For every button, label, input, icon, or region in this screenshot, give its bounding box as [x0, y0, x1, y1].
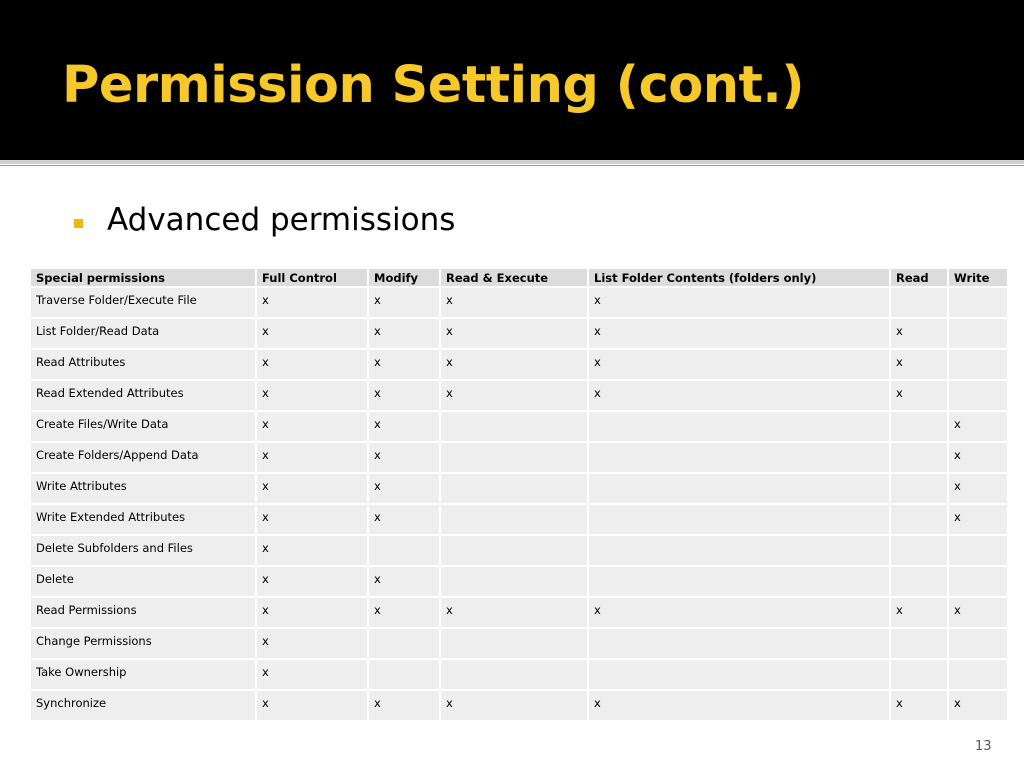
permission-mark-cell — [949, 288, 1007, 317]
permission-mark-cell — [949, 536, 1007, 565]
permission-mark-cell — [589, 443, 889, 472]
title-divider — [0, 160, 1024, 164]
permission-mark-cell: x — [369, 505, 439, 534]
permission-mark-cell: x — [257, 443, 367, 472]
column-header: List Folder Contents (folders only) — [589, 269, 889, 286]
permission-mark-cell — [441, 443, 587, 472]
permission-mark-cell: x — [949, 474, 1007, 503]
permission-name-cell: Take Ownership — [31, 660, 255, 689]
permission-mark-cell: x — [441, 350, 587, 379]
permission-mark-cell — [949, 660, 1007, 689]
table-row — [31, 350, 1007, 379]
permission-mark-cell — [891, 536, 947, 565]
permission-mark-cell: x — [257, 319, 367, 348]
column-header: Modify — [369, 269, 439, 286]
permission-mark-cell: x — [441, 288, 587, 317]
permission-mark-cell — [589, 474, 889, 503]
permission-mark-cell: x — [891, 598, 947, 627]
permission-mark-cell: x — [949, 443, 1007, 472]
permission-mark-cell: x — [441, 319, 587, 348]
permission-name-cell: Traverse Folder/Execute File — [31, 288, 255, 317]
permission-mark-cell — [891, 412, 947, 441]
permission-name-cell: Write Extended Attributes — [31, 505, 255, 534]
permission-mark-cell — [369, 660, 439, 689]
permission-mark-cell — [369, 536, 439, 565]
table-row — [31, 660, 1007, 689]
permission-mark-cell: x — [369, 598, 439, 627]
table-row — [31, 536, 1007, 565]
permission-mark-cell — [441, 474, 587, 503]
bullet-text: Advanced permissions — [107, 202, 456, 238]
permission-mark-cell: x — [441, 381, 587, 410]
table-row — [31, 288, 1007, 317]
permission-mark-cell — [891, 567, 947, 596]
permission-mark-cell: x — [257, 629, 367, 658]
permission-mark-cell: x — [589, 288, 889, 317]
permission-mark-cell — [589, 660, 889, 689]
permission-name-cell: Read Attributes — [31, 350, 255, 379]
permission-mark-cell: x — [589, 598, 889, 627]
permission-mark-cell: x — [257, 567, 367, 596]
permission-mark-cell — [949, 567, 1007, 596]
permission-mark-cell: x — [891, 350, 947, 379]
permission-name-cell: Change Permissions — [31, 629, 255, 658]
title-bar — [0, 0, 1024, 160]
permission-mark-cell — [369, 629, 439, 658]
permission-mark-cell: x — [257, 660, 367, 689]
permission-mark-cell — [441, 505, 587, 534]
permission-mark-cell: x — [589, 319, 889, 348]
permission-mark-cell — [441, 567, 587, 596]
permission-mark-cell — [589, 505, 889, 534]
permission-mark-cell: x — [257, 381, 367, 410]
permission-mark-cell: x — [257, 350, 367, 379]
permission-name-cell: Read Permissions — [31, 598, 255, 627]
permission-mark-cell: x — [369, 288, 439, 317]
permission-name-cell: Create Files/Write Data — [31, 412, 255, 441]
table-header-row — [31, 269, 1007, 286]
permission-name-cell: Delete — [31, 567, 255, 596]
permission-mark-cell — [589, 567, 889, 596]
table-row — [31, 629, 1007, 658]
permission-mark-cell: x — [369, 381, 439, 410]
permission-mark-cell: x — [257, 505, 367, 534]
permission-mark-cell: x — [257, 691, 367, 720]
table-body — [31, 288, 1007, 720]
table-row — [31, 443, 1007, 472]
table-row — [31, 381, 1007, 410]
permission-name-cell: Write Attributes — [31, 474, 255, 503]
table-row — [31, 691, 1007, 720]
permission-name-cell: Synchronize — [31, 691, 255, 720]
permission-mark-cell: x — [949, 505, 1007, 534]
permission-mark-cell — [891, 288, 947, 317]
permission-mark-cell: x — [369, 474, 439, 503]
permission-mark-cell: x — [891, 319, 947, 348]
permission-mark-cell — [949, 381, 1007, 410]
permission-mark-cell: x — [257, 598, 367, 627]
permission-mark-cell: x — [257, 288, 367, 317]
permission-mark-cell — [441, 536, 587, 565]
permission-mark-cell: x — [369, 691, 439, 720]
permission-mark-cell — [589, 629, 889, 658]
title-divider-line — [0, 165, 1024, 166]
permission-mark-cell — [891, 443, 947, 472]
permission-mark-cell: x — [589, 691, 889, 720]
permission-mark-cell: x — [369, 412, 439, 441]
table-row — [31, 412, 1007, 441]
column-header: Read — [891, 269, 947, 286]
permission-mark-cell: x — [949, 412, 1007, 441]
table-row — [31, 505, 1007, 534]
permission-name-cell: Read Extended Attributes — [31, 381, 255, 410]
permission-mark-cell: x — [369, 443, 439, 472]
permission-mark-cell — [891, 505, 947, 534]
column-header: Full Control — [257, 269, 367, 286]
permission-mark-cell: x — [891, 691, 947, 720]
page-number: 13 — [975, 739, 992, 754]
permission-mark-cell: x — [589, 350, 889, 379]
permission-mark-cell — [441, 412, 587, 441]
slide-title: Permission Setting (cont.) — [62, 56, 805, 115]
permission-mark-cell — [441, 629, 587, 658]
permission-mark-cell — [891, 629, 947, 658]
table-row — [31, 319, 1007, 348]
permission-name-cell: List Folder/Read Data — [31, 319, 255, 348]
permission-mark-cell: x — [589, 381, 889, 410]
table-row — [31, 474, 1007, 503]
permission-mark-cell — [589, 536, 889, 565]
permission-mark-cell: x — [369, 350, 439, 379]
permission-mark-cell — [949, 350, 1007, 379]
column-header: Write — [949, 269, 1007, 286]
bullet-square-icon — [74, 219, 83, 228]
permission-mark-cell — [949, 629, 1007, 658]
permission-name-cell: Create Folders/Append Data — [31, 443, 255, 472]
permission-mark-cell: x — [949, 598, 1007, 627]
permission-mark-cell: x — [891, 381, 947, 410]
column-header: Read & Execute — [441, 269, 587, 286]
permission-mark-cell: x — [441, 598, 587, 627]
permission-mark-cell: x — [257, 536, 367, 565]
permission-name-cell: Delete Subfolders and Files — [31, 536, 255, 565]
permission-mark-cell — [891, 660, 947, 689]
table-row — [31, 567, 1007, 596]
permission-mark-cell: x — [949, 691, 1007, 720]
permission-mark-cell — [949, 319, 1007, 348]
permission-mark-cell: x — [441, 691, 587, 720]
permission-mark-cell: x — [257, 412, 367, 441]
permission-mark-cell: x — [369, 319, 439, 348]
permission-mark-cell — [441, 660, 587, 689]
column-header: Special permissions — [31, 269, 255, 286]
permission-mark-cell — [891, 474, 947, 503]
table-row — [31, 598, 1007, 627]
permission-mark-cell: x — [369, 567, 439, 596]
permission-mark-cell — [589, 412, 889, 441]
permissions-table — [29, 267, 1009, 722]
permission-mark-cell: x — [257, 474, 367, 503]
